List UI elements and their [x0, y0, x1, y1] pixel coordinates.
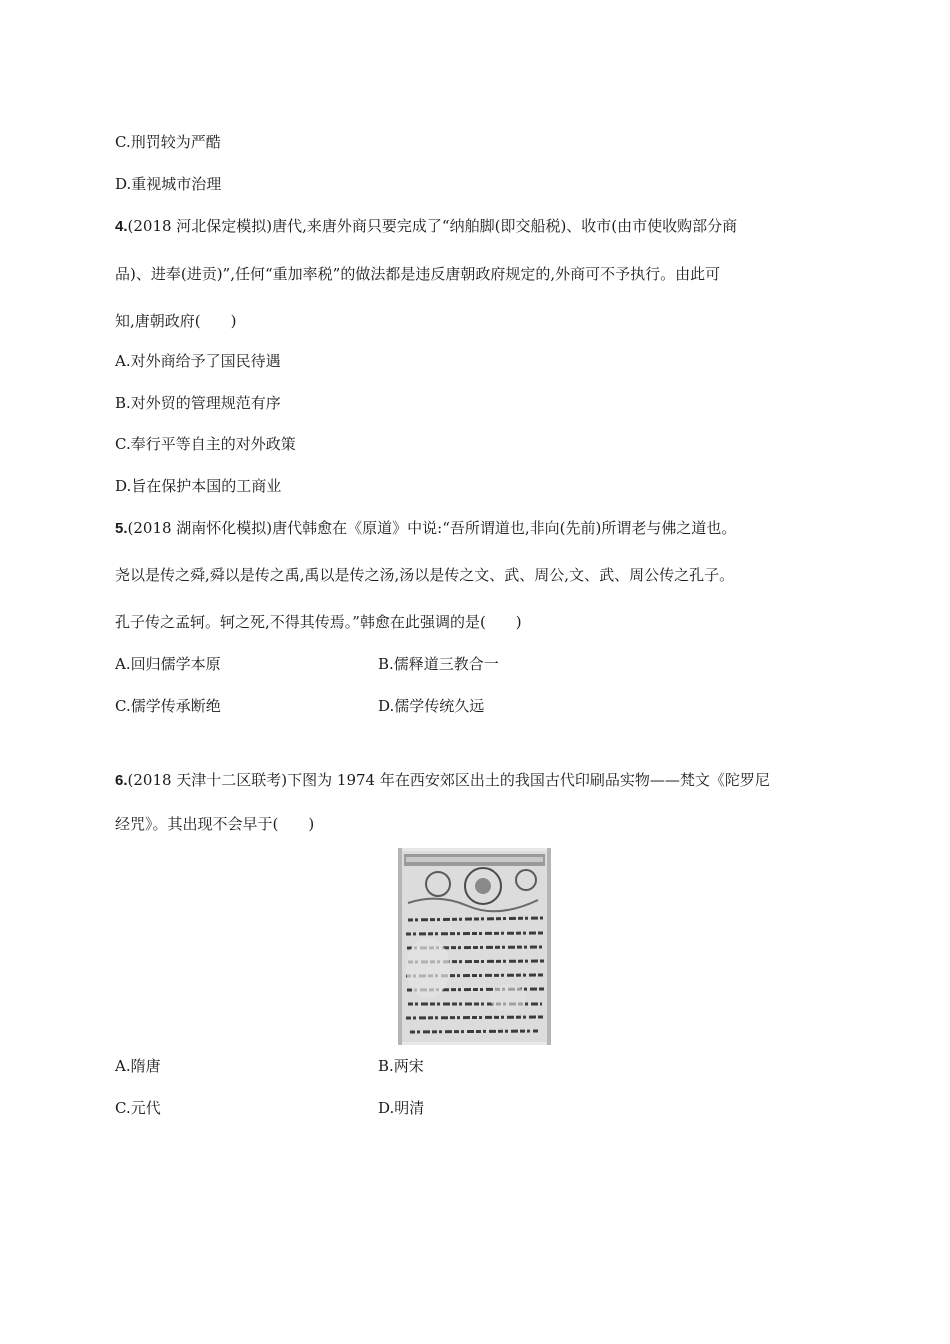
q5-stem-text-1: (2018 湖南怀化模拟)唐代韩愈在《原道》中说:“吾所谓道也,非向(先前)所谓老与佛之道也。 [127, 519, 737, 537]
q6-number: 6. [115, 772, 128, 789]
q3-option-c: C.刑罚较为严酷 [115, 133, 221, 151]
q5-stem-line-3: 孔子传之孟轲。轲之死,不得其传焉。”韩愈在此强调的是( ) [115, 613, 522, 631]
q6-option-b: B.两宋 [378, 1057, 424, 1075]
q4-stem-line-2: 品)、进奉(进贡)”,任何“重加率税”的做法都是违反唐朝政府规定的,外商可不予执行。由此可 [115, 265, 721, 283]
q4-option-c: C.奉行平等自主的对外政策 [115, 435, 296, 453]
sutra-print-drawing [398, 848, 551, 1045]
q6-stem-text-1: (2018 天津十二区联考)下图为 1974 年在西安郊区出土的我国古代印刷品实物——梵文《陀罗尼 [127, 771, 770, 789]
q4-option-a: A.对外商给予了国民待遇 [115, 352, 281, 370]
q6-option-c: C.元代 [115, 1099, 161, 1117]
q6-option-d: D.明清 [378, 1099, 425, 1117]
q6-stem-line-2: 经咒》。其出现不会早于( ) [115, 815, 315, 833]
q5-number: 5. [115, 520, 128, 537]
q5-options-row-2 [115, 696, 485, 716]
q6-options-row-1 [115, 1056, 424, 1076]
sutra-print-image [398, 848, 551, 1045]
q4-stem-line-1 [115, 216, 737, 237]
q3-option-d: D.重视城市治理 [115, 175, 222, 193]
q4-stem-text-1: (2018 河北保定模拟)唐代,来唐外商只要完成了“纳舶脚(即交船税)、收市(由市使收购部分商 [127, 217, 738, 235]
q4-stem-line-3: 知,唐朝政府( ) [115, 312, 237, 330]
q5-option-d: D.儒学传统久远 [378, 697, 485, 715]
q6-option-a: A.隋唐 [115, 1057, 161, 1075]
q6-stem-line-1 [115, 770, 770, 791]
q5-stem-line-1 [115, 518, 736, 539]
q6-options-row-2 [115, 1098, 425, 1118]
q4-option-d: D.旨在保护本国的工商业 [115, 477, 282, 495]
q5-options-row-1 [115, 654, 499, 674]
q5-option-b: B.儒释道三教合一 [378, 655, 499, 673]
q5-option-c: C.儒学传承断绝 [115, 697, 221, 715]
q4-number: 4. [115, 218, 128, 235]
q5-stem-line-2: 尧以是传之舜,舜以是传之禹,禹以是传之汤,汤以是传之文、武、周公,文、武、周公传之孔子。 [115, 566, 735, 584]
q4-option-b: B.对外贸的管理规范有序 [115, 394, 281, 412]
q5-option-a: A.回归儒学本原 [115, 655, 221, 673]
